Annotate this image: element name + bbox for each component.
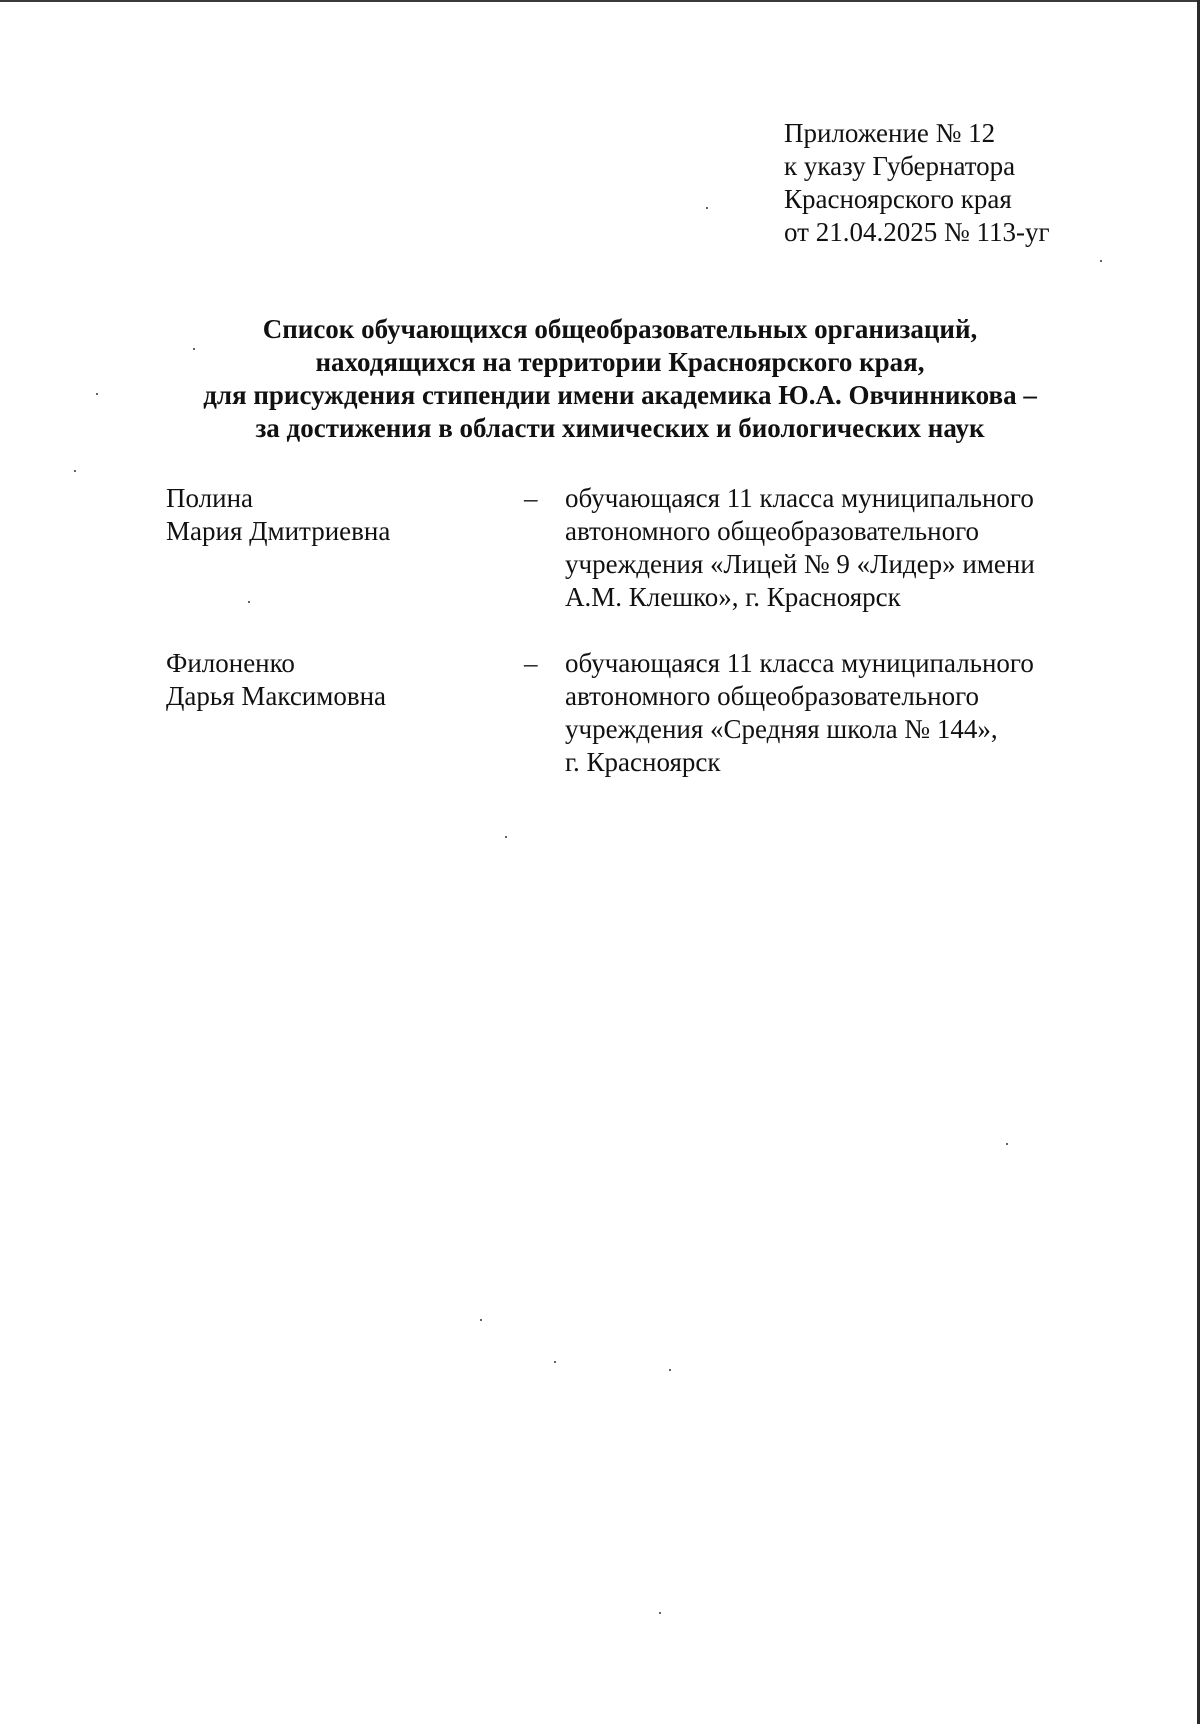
title-line: для присуждения стипендии имени академика Ю.А. Овчинникова – [203,380,1037,410]
student-surname: Филоненко [166,648,295,678]
appendix-header [784,117,1050,249]
description-line: А.М. Клешко», г. Красноярск [565,582,901,612]
appendix-decree-ref: к указу Губернатора [784,151,1016,181]
entry-dash: – [524,483,538,513]
student-name [166,647,496,713]
document-title [150,313,1090,445]
student-name [166,482,496,548]
student-description [565,647,1085,779]
scan-speck [248,601,250,603]
scan-edge-top [0,0,1200,2]
description-line: г. Красноярск [565,747,721,777]
title-line: Список обучающихся общеобразовательных организаций, [262,314,978,344]
title-line: находящихся на территории Красноярского края, [315,347,925,377]
scan-speck [1100,260,1102,262]
student-surname: Полина [166,483,253,513]
description-line: обучающаяся 11 класса муниципального [565,648,1034,678]
scan-speck [659,1612,661,1614]
scan-speck [74,470,76,472]
appendix-date-number: от 21.04.2025 № 113-уг [784,217,1050,247]
appendix-region: Красноярского края [784,184,1012,214]
description-line: обучающаяся 11 класса муниципального [565,483,1034,513]
scan-speck [505,836,507,838]
scan-speck [193,348,195,350]
student-given-name: Дарья Максимовна [166,681,387,711]
title-line: за достижения в области химических и биологических наук [255,413,985,443]
entry-dash: – [524,648,538,678]
description-line: учреждения «Средняя школа № 144», [565,714,998,744]
scan-speck [706,207,708,209]
scan-speck [1006,1143,1008,1145]
description-line: автономного общеобразовательного [565,516,979,546]
student-description [565,482,1085,614]
scan-speck [480,1319,482,1321]
scan-speck [96,393,98,395]
description-line: учреждения «Лицей № 9 «Лидер» имени [565,549,1035,579]
appendix-number: Приложение № 12 [784,118,996,148]
description-line: автономного общеобразовательного [565,681,979,711]
scan-speck [554,1361,556,1363]
scan-speck [669,1369,671,1371]
student-given-name: Мария Дмитриевна [166,516,391,546]
